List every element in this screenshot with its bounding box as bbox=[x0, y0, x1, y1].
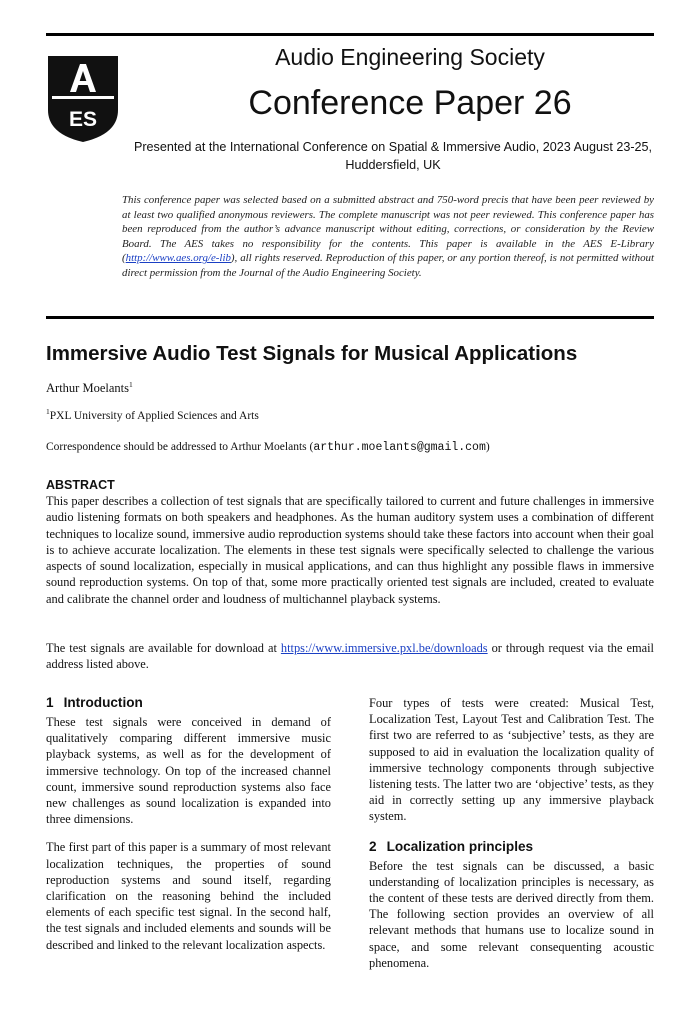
svg-text:ES: ES bbox=[68, 108, 98, 131]
intro-paragraph-2: The first part of this paper is a summary of most relevant localization techniques, the properties of sound reproduction systems and sound itself, regarding clarification on the reasoning behind the included elements of each specific test signal. In the second half, the test signals and included elements and sounds will be described and linked to the relevant localization aspects. bbox=[46, 840, 331, 952]
test-types-paragraph: Four types of tests were created: Musical Test, Localization Test, Layout Test and Calibration Test. The first two are referred to as ‘subjective’ tests, as they are supposed to aid in evaluation the localization quality of immersive technology components through subjective listening tests. The latter two are ‘objective’ tests, as they aid in correctly setting up any immersive playback system. bbox=[369, 696, 654, 824]
correspondence-prefix: Correspondence should be addressed to Arthur Moelants ( bbox=[46, 441, 314, 453]
presented-at: Presented at the International Conference on Spatial & Immersive Audio, 2023 August 23-25, Huddersfield, UK bbox=[133, 140, 653, 172]
aes-logo-icon bbox=[44, 52, 122, 144]
disclaimer-text-before: This conference paper was selected based on a submitted abstract and 750-word precis that have been peer reviewed by at least two qualified anonymous reviewers. The complete manuscript was not peer reviewed. This conference paper has been reproduced from the author’s advance manuscript without editing, corrections, or consideration by the Review Board. The AES takes no responsibility for the contents. This paper is available in the AES E-Library ( bbox=[122, 194, 654, 265]
aes-library-link[interactable]: http://www.aes.org/e-lib bbox=[125, 252, 231, 265]
right-column bbox=[369, 695, 654, 971]
society-name: Audio Engineering Society bbox=[275, 44, 545, 70]
divider-rule bbox=[46, 316, 654, 319]
author bbox=[46, 381, 133, 396]
affiliation-superscript: 1 bbox=[46, 407, 50, 416]
abstract-text: This paper describes a collection of test signals that are specifically tailored to current and future challenges in immersive audio listening formats on both speakers and headphones. As the human auditory system uses a combination of different techniques to localize sound, immersive audio reproduction systems should take these factors into account when their goal is to achieve accurate localization. The elements in these test signals were specifically selected to challenge the various aspects of sound localization, especially in musical applications, and can thus highlight any possible flaws in immersive sound reproduction systems. On top of that, some more practically oriented test signals are included, created to evaluate and calibrate the channel order and loudness of multichannel playback systems. bbox=[46, 494, 654, 606]
email-address[interactable]: arthur.moelants@gmail.com bbox=[313, 441, 486, 454]
download-text-after: or through request via the email address listed above. bbox=[46, 641, 654, 672]
correspondence-suffix: ) bbox=[485, 441, 490, 453]
disclaimer-text-after: ), all rights reserved. Reproduction of this paper, or any portion thereof, is not permitted without direct permission from the Journal of the Audio Engineering Society. bbox=[122, 252, 654, 279]
download-text-before: The test signals are available for download at bbox=[46, 641, 281, 655]
disclaimer bbox=[122, 193, 654, 281]
paper-title: Immersive Audio Test Signals for Musical Applications bbox=[46, 342, 578, 365]
section-number: 1 bbox=[46, 695, 54, 710]
affiliation bbox=[46, 407, 259, 422]
section-heading-introduction bbox=[46, 695, 331, 710]
download-link[interactable]: https://www.immersive.pxl.be/downloads bbox=[280, 641, 488, 655]
section-heading-localization bbox=[369, 839, 654, 854]
localization-paragraph-1: Before the test signals can be discussed, a basic understanding of localization principles is necessary, as the content of these tests are derived directly from them. The following section provides an overview of all relevant methods that humans use to localize sound in space, and some relevant consequenting acoustic phenomena. bbox=[369, 858, 654, 970]
download-note bbox=[46, 640, 654, 673]
left-column bbox=[46, 695, 331, 953]
top-rule bbox=[46, 33, 654, 36]
affiliation-text: PXL University of Applied Sciences and Arts bbox=[49, 410, 259, 422]
section-title: Introduction bbox=[63, 695, 143, 710]
correspondence bbox=[46, 441, 490, 454]
section-title: Localization principles bbox=[386, 838, 534, 854]
section-number: 2 bbox=[369, 838, 377, 854]
author-superscript: 1 bbox=[128, 380, 133, 389]
conference-paper-label: Conference Paper 26 bbox=[248, 84, 572, 122]
abstract-heading: ABSTRACT bbox=[46, 478, 115, 492]
author-name: Arthur Moelants bbox=[46, 381, 129, 395]
intro-paragraph-1: These test signals were conceived in demand of qualitatively comparing different immersive music playback systems, as well as for the development of immersive technology. On top of the increased channel count, immersive sound reproduction systems also face new challenges as sound localization is expanded into three dimensions. bbox=[46, 715, 331, 827]
